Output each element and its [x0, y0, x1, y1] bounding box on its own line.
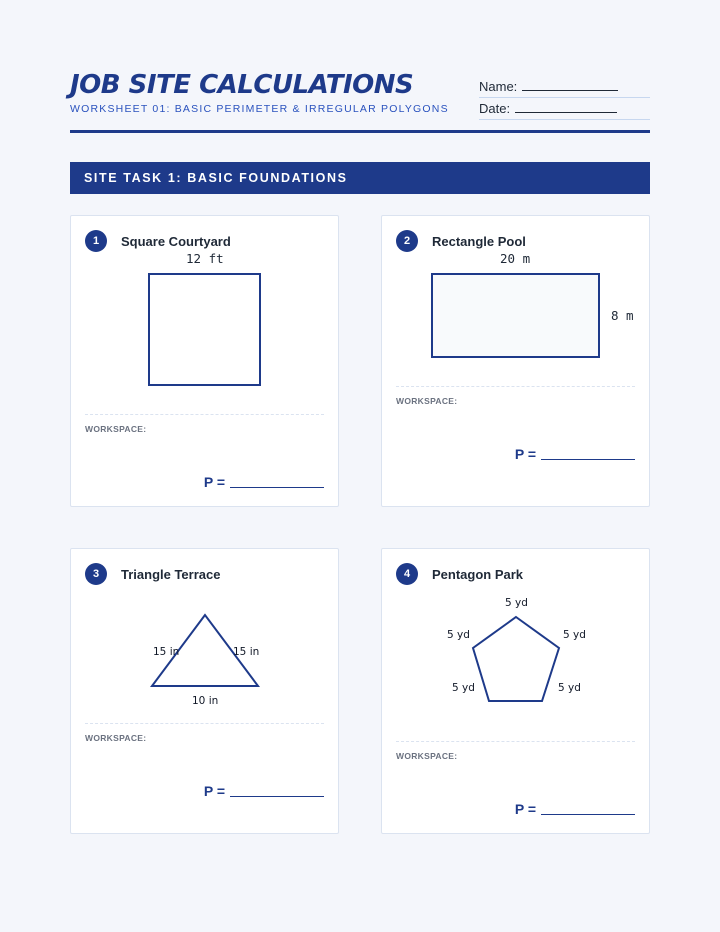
- dimension-label-upper-left: 5 yd: [447, 629, 470, 641]
- task-card-pentagon: [381, 548, 650, 834]
- section-title: SITE TASK 1: BASIC FOUNDATIONS: [70, 162, 650, 194]
- answer-blank[interactable]: [541, 459, 635, 460]
- date-field[interactable]: [479, 98, 650, 120]
- dimension-label-lower-right: 5 yd: [558, 682, 581, 694]
- workspace-divider: [85, 723, 324, 724]
- task-card-triangle: [70, 548, 339, 834]
- dimension-label-lower-left: 5 yd: [452, 682, 475, 694]
- header-rule: [70, 130, 650, 133]
- answer-blank[interactable]: [541, 814, 635, 815]
- square-shape: [149, 274, 260, 385]
- perimeter-answer[interactable]: [204, 474, 324, 490]
- dimension-label-right: 8 m: [611, 308, 634, 323]
- perimeter-answer[interactable]: [515, 801, 635, 817]
- name-field[interactable]: [479, 76, 650, 98]
- task-title: Rectangle Pool: [432, 233, 526, 249]
- workspace-divider: [85, 414, 324, 415]
- workspace-divider: [396, 386, 635, 387]
- dimension-label-top: 5 yd: [505, 597, 528, 609]
- perimeter-answer[interactable]: [204, 783, 324, 799]
- rectangle-shape: [432, 274, 599, 357]
- dimension-label-right: 15 in: [233, 646, 260, 658]
- rectangle-diagram: [382, 216, 649, 386]
- dimension-label-top: 20 m: [500, 251, 531, 266]
- square-diagram: [71, 216, 338, 416]
- task-number-badge: 2: [396, 230, 418, 252]
- task-number-badge: 4: [396, 563, 418, 585]
- workspace-label: WORKSPACE:: [396, 396, 458, 406]
- triangle-diagram: [71, 549, 338, 719]
- task-number-badge: 3: [85, 563, 107, 585]
- task-card-square: [70, 215, 339, 507]
- pentagon-diagram: [382, 549, 649, 729]
- task-title: Triangle Terrace: [121, 566, 221, 582]
- perimeter-label: P =: [203, 474, 225, 490]
- date-label: Date:: [479, 101, 511, 116]
- task-title: Pentagon Park: [432, 566, 524, 582]
- workspace-label: WORKSPACE:: [85, 424, 147, 434]
- perimeter-answer[interactable]: [515, 446, 635, 462]
- answer-blank[interactable]: [230, 487, 324, 488]
- workspace-label: WORKSPACE:: [85, 733, 147, 743]
- task-title: Square Courtyard: [121, 233, 231, 249]
- dimension-label-upper-right: 5 yd: [563, 629, 586, 641]
- page-subtitle: WORKSHEET 01: BASIC PERIMETER & IRREGULAR POLYGONS: [70, 103, 449, 115]
- workspace-divider: [396, 741, 635, 742]
- dimension-label-top: 12 ft: [186, 251, 224, 266]
- page-title: JOB SITE CALCULATIONS: [70, 70, 414, 100]
- dimension-label-left: 15 in: [153, 646, 180, 658]
- perimeter-label: P =: [203, 783, 225, 799]
- task-number-badge: 1: [85, 230, 107, 252]
- answer-blank[interactable]: [230, 796, 324, 797]
- dimension-label-bottom: 10 in: [192, 695, 219, 707]
- workspace-label: WORKSPACE:: [396, 751, 458, 761]
- name-blank[interactable]: [522, 90, 618, 91]
- date-blank[interactable]: [515, 112, 617, 113]
- task-card-rectangle: [381, 215, 650, 507]
- name-label: Name:: [479, 79, 518, 94]
- pentagon-shape: [473, 617, 559, 701]
- perimeter-label: P =: [514, 801, 536, 817]
- perimeter-label: P =: [514, 446, 536, 462]
